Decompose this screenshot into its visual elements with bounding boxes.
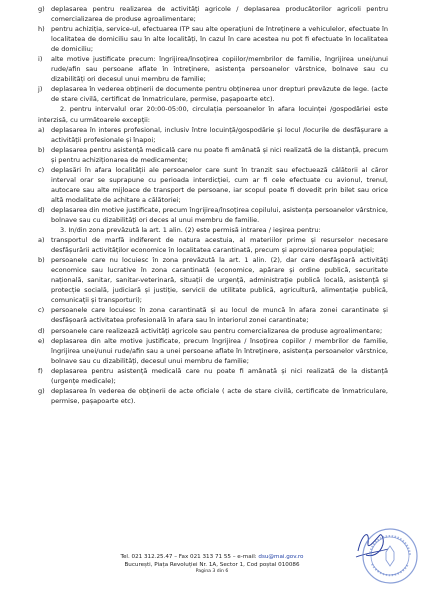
list-item-text: deplasarea pentru realizarea de activități agricole / deplasarea producătorilor agricoli pentru comercializarea de produse agroalimentare; bbox=[51, 5, 388, 24]
list-item bbox=[38, 235, 388, 255]
list-item-text: deplasarea din alte motive justificate, precum îngrijirea / însoțirea copiilor / membrilor de familie, îngrijirea unei/unui rude/afin sau a unei persoane aflate în întreținere, asistența persoanelor vârstnice, bolnave sau cu dizabilități, decesul unui membru de familie; bbox=[51, 336, 388, 365]
list-item bbox=[38, 305, 388, 325]
list-item-label: b) bbox=[38, 145, 45, 154]
list-item-label: g) bbox=[38, 5, 45, 13]
list-item-text: alte motive justificate precum: îngrijirea/însoțirea copiilor/membrilor de familie, îngrijirea unei/unui rude/afin sau persoane aflate în întreținere, asistența persoanelor vârstnice, bolnave sau cu dizabilități ori decesul unui membru de familie; bbox=[51, 55, 388, 84]
list-item bbox=[38, 145, 388, 165]
list-item-label: a) bbox=[38, 125, 45, 134]
list-item bbox=[38, 4, 388, 24]
list-item bbox=[38, 386, 388, 406]
list-item-text: persoanele care locuiesc în zona carantinată și au locul de muncă în afara zonei carantinate și desfășoară activitatea profesională în afara sau în interiorul zonei carantinate; bbox=[51, 306, 388, 325]
list-item-text: deplasarea în interes profesional, inclusiv între locuință/gospodărie și locul /locurile de desfășurare a activității profesionale și înapoi; bbox=[51, 125, 388, 144]
list-item bbox=[38, 336, 388, 366]
list-item-label: d) bbox=[38, 326, 45, 335]
list-item-label: d) bbox=[38, 205, 45, 214]
list-item bbox=[38, 125, 388, 145]
list-item-label: a) bbox=[38, 236, 45, 245]
list-item bbox=[38, 205, 388, 225]
list-item-label: i) bbox=[38, 55, 43, 64]
list-item-label: c) bbox=[38, 306, 45, 315]
list-item-text: deplasarea în vederea de obținerii de acte oficiale ( acte de stare civilă, certificate de înmatriculare, permise, pașapoarte etc). bbox=[51, 386, 388, 405]
list-item-label: g) bbox=[38, 386, 45, 395]
page-number: Pagina 3 din 6 bbox=[195, 569, 229, 574]
list-section-1 bbox=[38, 4, 388, 104]
footer-address: București, Piața Revoluției Nr. 1A, Sector 1, Cod poștal 010086 bbox=[124, 562, 300, 568]
list-item-text: deplasarea pentru asistență medicală care nu poate fi amânată și nici realizată de la distanță, precum și pentru achiziționarea de medicamente; bbox=[51, 145, 388, 164]
list-section-2 bbox=[38, 125, 388, 225]
list-item-label: h) bbox=[38, 25, 45, 34]
list-item-text: deplasarea în vederea obținerii de documente pentru obținerea unor drepturi prevăzute de lege. (acte de stare civilă, certificat de înmatriculare, permise, pașapoarte etc). bbox=[51, 85, 388, 104]
list-item-label: j) bbox=[38, 85, 43, 94]
footer-phone-fax: Tel. 021 312.25.47 – Fax 021 313 71 55 – e-mail: bbox=[120, 554, 259, 560]
list-item-label: b) bbox=[38, 256, 45, 265]
page-footer bbox=[0, 553, 424, 575]
list-item-label: f) bbox=[38, 366, 43, 375]
paragraph-3: 3. In/din zona prevăzută la art. 1 alin. (2) este permisă intrarea / ieșirea pentru: bbox=[60, 226, 321, 235]
paragraph-2: 2. pentru intervalul orar 20:00-05:00, circulația persoanelor în afara locuinței /gospodăriei este interzisă, cu următoarele excepții: bbox=[38, 105, 388, 124]
list-item bbox=[38, 24, 388, 54]
list-item-text: deplasarea pentru asistență medicală care nu poate fi amânată și nici realizată de la distanță (urgențe medicale); bbox=[51, 366, 388, 385]
list-item-text: deplasări în afara localității ale persoanelor care sunt în tranzit sau efectuează călătorii al căror interval orar se suprapune cu perioada interdicției, cum ar fi cele efectuate cu avionul, trenul, autocare sau alte mijloace de transport de persoane, iar scopul poate fi dovedit prin bilet sau orice altă modalitate de achitare a călătoriei; bbox=[51, 165, 388, 204]
list-item bbox=[38, 366, 388, 386]
list-item bbox=[38, 54, 388, 84]
list-section-3 bbox=[38, 235, 388, 406]
document-body bbox=[38, 4, 388, 406]
footer-email[interactable]: dsu@mai.gov.ro bbox=[258, 554, 304, 560]
list-item bbox=[38, 255, 388, 305]
list-item-text: persoanele care realizează activități agricole sau pentru comercializarea de produse agroalimentare; bbox=[51, 326, 383, 335]
list-item bbox=[38, 84, 388, 104]
list-item-text: pentru achiziția, service-ul, efectuarea ITP sau alte operațiuni de întreținere a vehiculelor, efectuate în localitatea de domiciliu sau în alte localități, în cazul în care acestea nu pot fi efectuate în localitatea de domiciliu; bbox=[51, 25, 388, 54]
list-item-text: persoanele care nu locuiesc în zona prevăzută la art. 1 alin. (2), dar care desfășoară activități economice sau lucrative în zona carantinată (economice, apărare și ordine publică, securitate națională, sanitar, sanitar-veterinară, situații de urgență, administrație publică locală, asistență și protecție socială, judiciară și justiție, servicii de utilitate publică, agricultură, alimentație publică, comunicații și transporturi); bbox=[51, 256, 388, 305]
list-item-label: c) bbox=[38, 165, 45, 174]
list-item bbox=[38, 165, 388, 205]
list-item bbox=[38, 326, 388, 336]
list-item-text: deplasarea din motive justificate, precum îngrijirea/însoțirea copilului, asistența persoanelor vârstnice, bolnave sau cu dizabilități ori deces al unui membru de familie. bbox=[51, 205, 388, 224]
list-item-text: transportul de marfă indiferent de natura acestuia, al materiilor prime și resurselor necesare desfășurării activităților economice în localitatea carantinată, precum și aprovizionarea populației; bbox=[51, 236, 388, 255]
list-item-label: e) bbox=[38, 336, 45, 345]
footer-contact bbox=[0, 553, 424, 561]
